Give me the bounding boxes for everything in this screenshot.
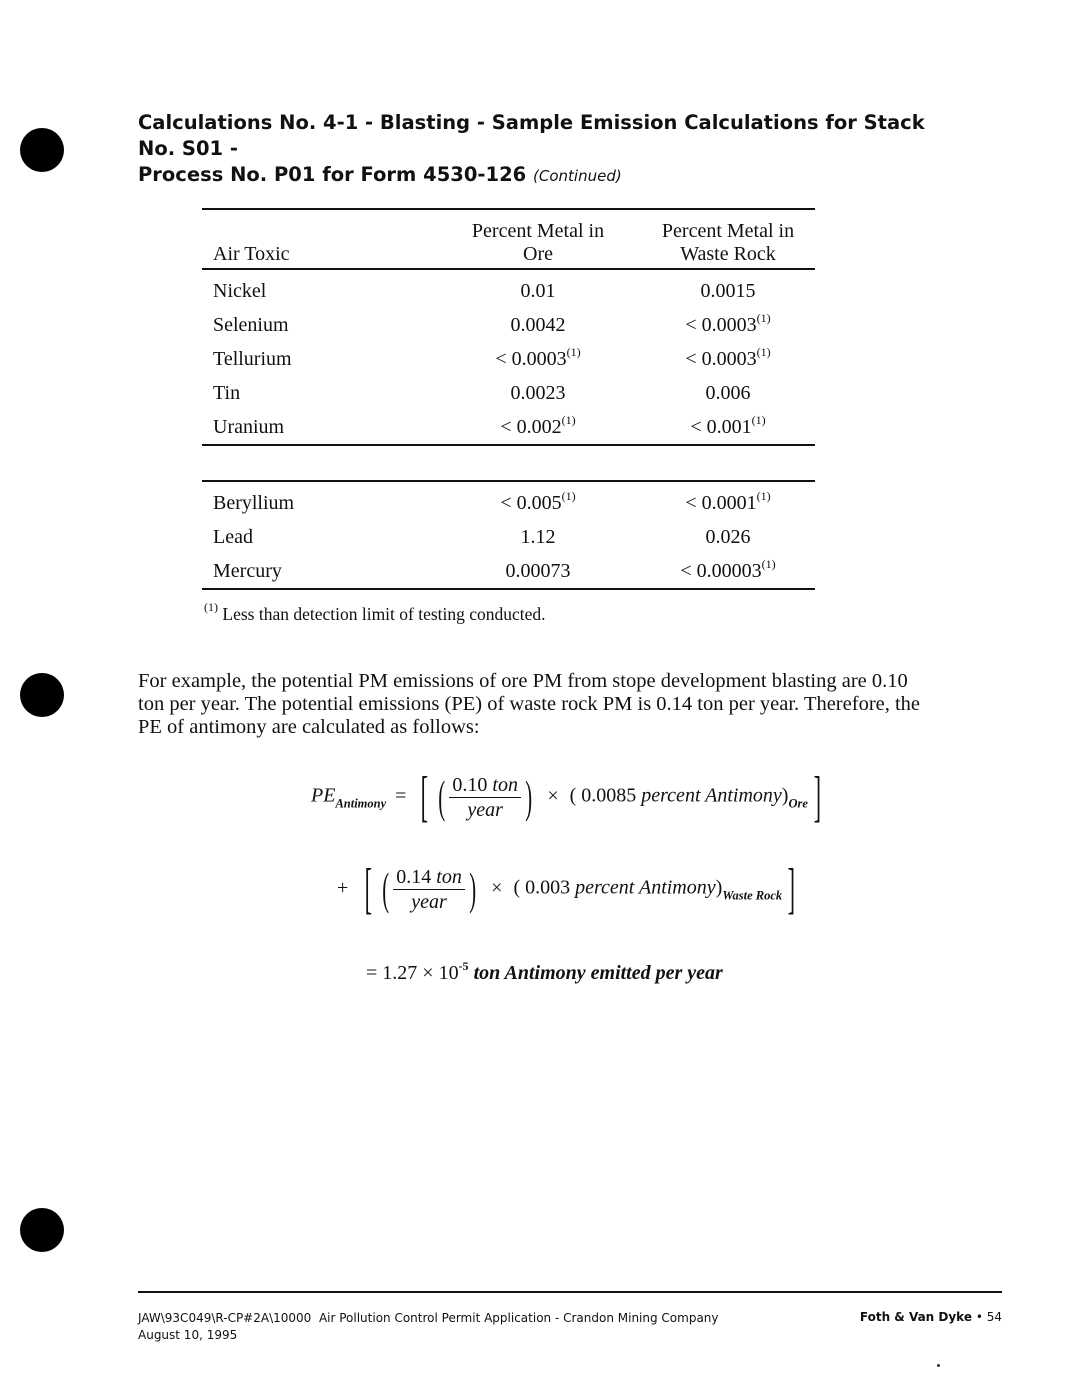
cell-ore: 0.00073 [435, 554, 641, 589]
cell-waste: < $0.0003^{(1)}$ [685, 344, 771, 370]
table-row [202, 269, 815, 308]
close-bracket: ] [813, 766, 821, 828]
plus-sign: + [337, 876, 349, 899]
close-paren: ) [525, 771, 533, 822]
cell-waste: 0.026 [705, 525, 751, 548]
footnote-text: Less than detection limit of testing conducted. [222, 604, 546, 624]
header-percent-ore: Percent Metal in Ore [471, 220, 605, 265]
close-bracket: ] [787, 858, 796, 920]
punch-hole-bottom [20, 1208, 64, 1252]
result-times: × [422, 962, 434, 984]
equation-lhs-subscript: Antimony [335, 796, 387, 811]
result-equals: = [366, 962, 378, 984]
table-row [202, 410, 815, 445]
cell-waste: < $0.0003^{(1)}$ [685, 310, 771, 336]
table-header-row [202, 209, 815, 269]
times-sign: × [547, 784, 559, 807]
footer-path-line [138, 1310, 719, 1327]
table-group-separator [202, 445, 815, 481]
cell-ore: 0.0023 [510, 381, 566, 404]
ore-percent-label: percent Antimony [641, 784, 782, 807]
times-sign: × [491, 876, 503, 899]
cell-name: Lead [213, 525, 253, 548]
cell-name: Nickel [213, 279, 267, 302]
page-heading [138, 110, 958, 189]
waste-subscript: Waste Rock [722, 888, 783, 903]
cell-ore: 0.0042 [510, 313, 566, 336]
equation-result [366, 959, 723, 985]
open-bracket: [ [421, 766, 429, 828]
open-paren: ( [382, 863, 390, 914]
equation-line-2: + [ ( $\frac{\text{0.14 ton}}{\text{year}}$ ) × ( 0.003 percent $Antimony)_{Waste Rock}$] [337, 858, 796, 920]
cell-name: Selenium [213, 313, 289, 336]
cell-ore: 0.01 [520, 279, 556, 302]
footnote-marker: (1) [204, 600, 218, 614]
footer-bullet: • [975, 1310, 983, 1324]
waste-percent-value: ( 0.003 [513, 876, 571, 899]
footer-rule [138, 1291, 1002, 1293]
header-percent-waste-rock: Percent Metal in Waste Rock [661, 220, 795, 265]
equation-line-1: $PE_{Antimony}$ = [ ( $\frac{\text{0.10 ton}}{\text{year}}$ ) × ( 0.0085 percent $Antimony)_{Ore}$] [311, 766, 821, 828]
result-exponent: -5 [458, 959, 469, 973]
close-paren: ) [469, 863, 476, 914]
cell-name: Uranium [202, 410, 435, 445]
table-row [202, 554, 815, 589]
footer-right [860, 1310, 1002, 1324]
table-footnote [204, 600, 546, 625]
heading-continued: (Continued) [533, 167, 622, 185]
cell-ore: < $0.002^{(1)}$ [435, 410, 641, 445]
cell-waste: 0.0015 [700, 279, 756, 302]
cell-name: Beryllium [213, 491, 295, 514]
result-base: 10 [438, 962, 459, 984]
open-bracket: [ [364, 858, 373, 920]
table-row [202, 481, 815, 520]
table-row [202, 342, 815, 376]
fraction-waste: $\frac{\text{0.14 ton}}{\text{year}}$ [393, 865, 465, 914]
heading-line-2 [138, 162, 958, 189]
cell-name: Mercury [202, 554, 435, 589]
ore-subscript: Ore [788, 796, 808, 811]
footer-path: JAW\93C049\R-CP#2A\10000 [138, 1311, 312, 1325]
cell-waste: < $0.00003^{(1)}$ [641, 554, 815, 589]
open-paren: ( [438, 771, 446, 822]
result-mantissa: 1.27 [382, 962, 418, 984]
equation-lhs: PE [311, 784, 336, 807]
ore-percent-value: ( 0.0085 [569, 784, 637, 807]
fraction-ore: $\frac{\text{0.10 ton}}{\text{year}}$ [449, 773, 521, 822]
footer-left [138, 1310, 719, 1344]
table-row [202, 376, 815, 410]
cell-waste: < $0.0001^{(1)}$ [685, 488, 771, 514]
footer-page-number: 54 [986, 1310, 1002, 1324]
cell-name: Tin [213, 381, 241, 404]
scan-speck [937, 1364, 940, 1367]
metal-percent-table [202, 208, 815, 590]
equation-equals: = [395, 784, 407, 807]
cell-ore: < $0.0003^{(1)}$ [495, 344, 581, 370]
waste-percent-label: percent Antimony [575, 876, 716, 899]
cell-ore: 1.12 [520, 525, 556, 548]
footer-title: Air Pollution Control Permit Application - Crandon Mining Company [318, 1311, 719, 1325]
cell-ore: < $0.005^{(1)}$ [500, 488, 576, 514]
heading-line-2-text: Process No. P01 for Form 4530-126 [138, 163, 527, 186]
header-air-toxic: Air Toxic [213, 243, 290, 265]
result-text: ton Antimony emitted per year [473, 962, 723, 984]
example-paragraph: For example, the potential PM emissions of ore PM from stope development blasting are 0.10 ton per year. The potential emissions (PE) of waste rock PM is 0.14 ton per year. Therefore, the PE of antimony are calculated as follows: [138, 670, 921, 738]
table-row [202, 308, 815, 342]
table-row [202, 520, 815, 554]
footer-firm: Foth & Van Dyke [859, 1310, 972, 1324]
cell-waste: < $0.001^{(1)}$ [641, 410, 815, 445]
footer-date: August 10, 1995 [138, 1328, 238, 1342]
cell-name: Tellurium [213, 347, 292, 370]
heading-line-1: Calculations No. 4-1 - Blasting - Sample Emission Calculations for Stack No. S01 - [138, 111, 925, 160]
cell-waste: 0.006 [705, 381, 751, 404]
punch-hole-top [20, 128, 64, 172]
punch-hole-middle [20, 673, 64, 717]
